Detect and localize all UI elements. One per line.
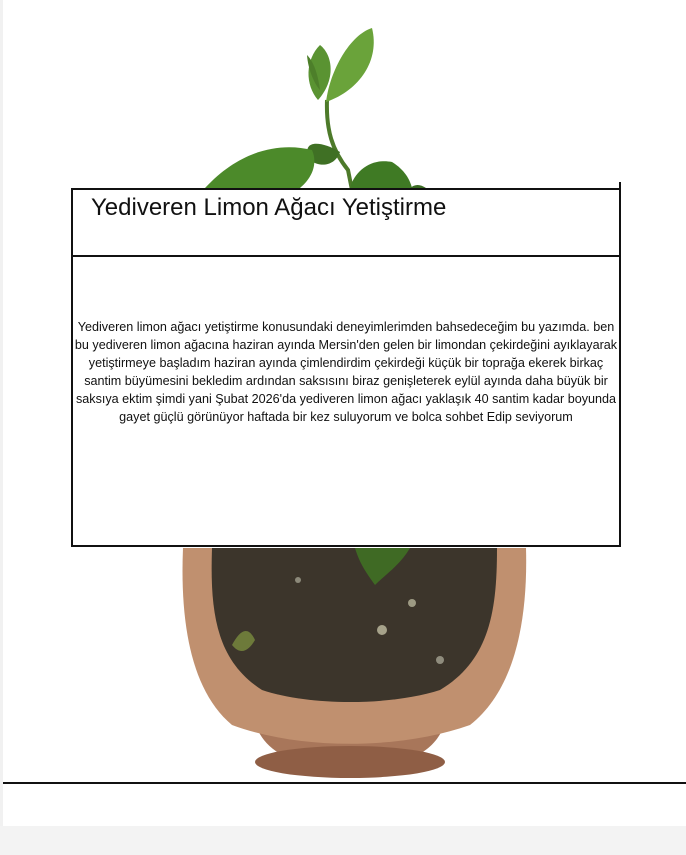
- pot-soil: [212, 548, 497, 702]
- page-bottom-band: [0, 826, 686, 855]
- article-title: Yediveren Limon Ağacı Yetiştirme: [91, 194, 447, 221]
- pot-saucer: [255, 746, 445, 778]
- plant-leaf: [205, 147, 314, 188]
- soil-pebble: [377, 625, 387, 635]
- soil-pebble: [436, 656, 444, 664]
- article-body: Yediveren limon ağacı yetiştirme konusundaki deneyimlerimden bahsedeceğim bu yazımda. ben bu yediveren limon ağacına haziran ayında Mersin'den gelen bir limondan çekirdeğini ayıklayarak yetiştirmeye başladım haziran ayında çimlendirdim çekirdeği küçük bir toprağa ekerek birkaç santim büyümesini bekledim ardından saksısını biraz genişleterek eylül ayında daha büyük bir saksıya ektim şimdi yani Şubat 2026'da yediveren limon ağacı yaklaşık 40 santim kadar boyunda gayet güçlü görünüyor haftada bir kez suluyorum ve bolca sohbet Edip seviyorum: [74, 320, 618, 424]
- plant-stem: [327, 100, 352, 190]
- article-card: [71, 188, 621, 547]
- page-bottom-rule: [3, 782, 686, 784]
- plant-leaf: [350, 161, 412, 188]
- soil-pebble: [408, 599, 416, 607]
- plant-leaf: [326, 28, 374, 102]
- soil-pebble: [295, 577, 301, 583]
- title-row: [73, 190, 619, 257]
